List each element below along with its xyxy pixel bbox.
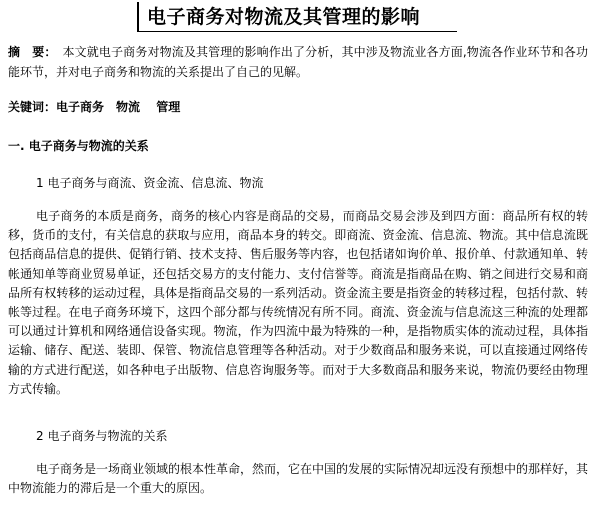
- keywords-label: 关键词：: [8, 100, 57, 114]
- body-paragraph: 电子商务是一场商业领域的根本性革命，然而，它在中国的发展的实际情况却远没有预想中的那样好，其中物流能力的滞后是一个重大的原因。: [8, 462, 589, 496]
- abstract-text: 本文就电子商务对物流及其管理的影响作出了分析，其中涉及物流业各方面,物流各作业环节和各功能环节，并对电子商务和物流的关系提出了自己的见解。: [8, 45, 588, 79]
- keywords-text: 电子商务 物流 管理: [56, 100, 181, 114]
- subsection-heading: 1 电子商务与商流、资金流、信息流、物流: [36, 176, 264, 190]
- title-underline: [137, 31, 457, 32]
- document-title: 电子商务对物流及其管理的影响: [147, 6, 421, 28]
- text-cursor: [137, 2, 139, 32]
- abstract: [8, 42, 588, 82]
- body-paragraph: 电子商务的本质是商务，商务的核心内容是商品的交易，而商品交易会涉及到四方面：商品所有权的转移，货币的支付，有关信息的获取与应用，商品本身的转交。即商流、资金流、信息流、物流。其中信息流既包括商品信息的提供、促销行销、技术支持、售后服务等内容，也包括诸如询价单、报价单、付款通知单、转帐通知单等商业贸易单证，还包括交易方的支付能力、支付信誉等。商流是指商品在购、销之间进行交易和商品所有权转移的运动过程，具体是指商品交易的一系列活动。资金流主要是指资金的转移过程，包括付款、转帐等过程。在电子商务环境下，这四个部分都与传统情况有所不同。商流、资金流与信息流这三种流的处理都可以通过计算机和网络通信设备实现。物流，作为四流中最为特殊的一种，是指物质实体的流动过程，具体指运输、储存、配送、装即、保管、物流信息管理等各种活动。对于少数商品和服务来说，可以直接通过网络传输的方式进行配送，如各种电子出版物、信息咨询服务等。而对于大多数商品和服务来说，物流仍要经由物理方式传输。: [8, 209, 588, 396]
- abstract-label: 摘 要：: [8, 45, 57, 59]
- subsection-heading: 2 电子商务与物流的关系: [36, 429, 168, 443]
- section-heading: 一. 电子商务与物流的关系: [8, 139, 149, 153]
- keywords: [8, 97, 588, 117]
